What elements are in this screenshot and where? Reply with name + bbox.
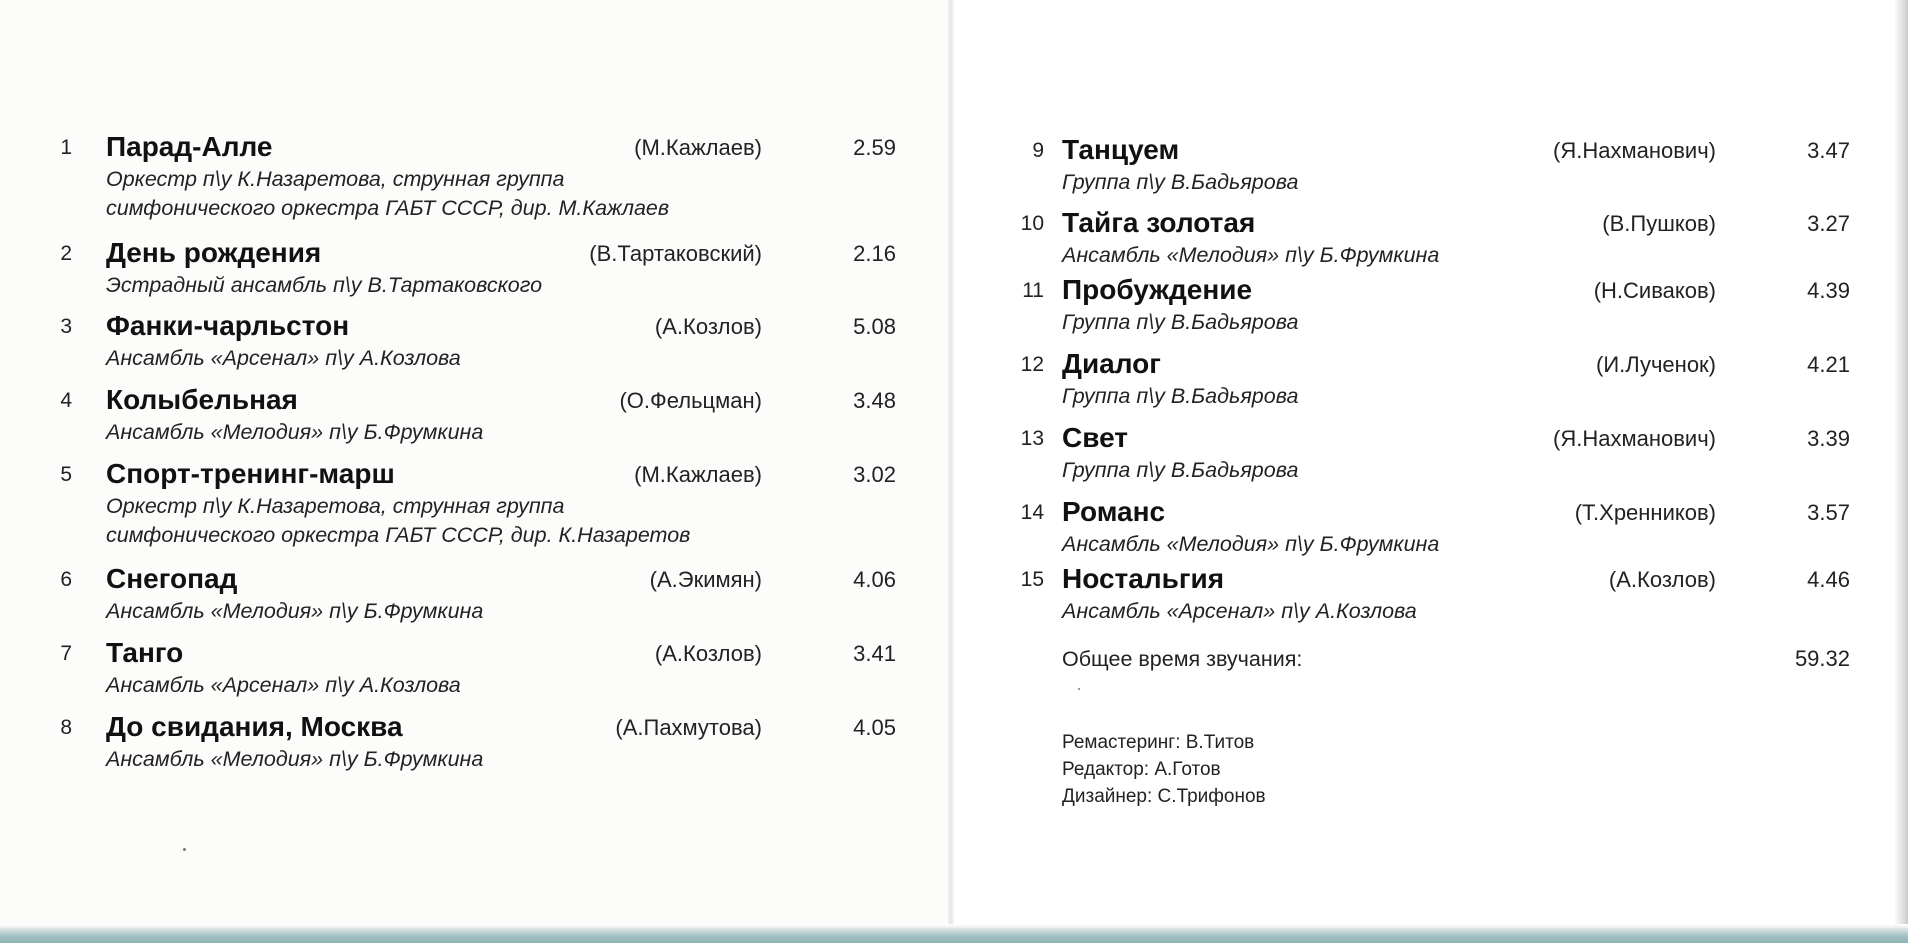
track-title: Диалог [1062, 348, 1161, 379]
track-number: 1 [60, 136, 72, 159]
track-number: 12 [1020, 353, 1044, 376]
performer-line: Группа п\у В.Бадьярова [1062, 170, 1299, 194]
track-duration: 5.08 [853, 314, 896, 339]
performer-line: Ансамбль «Мелодия» п\у Б.Фрумкина [106, 420, 484, 444]
track-title: Спорт-тренинг-марш [106, 458, 395, 489]
performer-line: Ансамбль «Арсенал» п\у А.Козлова [106, 673, 461, 697]
performer-line: Эстрадный ансамбль п\у В.Тартаковского [106, 273, 543, 297]
dust-speck [183, 848, 186, 851]
track-composer: (Т.Хренников) [1574, 500, 1716, 525]
performer-line: Ансамбль «Мелодия» п\у Б.Фрумкина [1062, 532, 1440, 556]
track-title: Снегопад [106, 563, 238, 594]
track-row [0, 274, 1908, 337]
performer-line: Ансамбль «Мелодия» п\у Б.Фрумкина [106, 599, 484, 623]
track-performer [106, 745, 483, 774]
track-title: Свет [1062, 422, 1128, 453]
track-number: 8 [60, 716, 72, 739]
track-title: Тайга золотая [1062, 207, 1256, 238]
scanner-bed-strip [0, 928, 1908, 943]
track-performer [1062, 597, 1417, 626]
track-composer: (В.Тартаковский) [589, 241, 762, 266]
track-number: 5 [60, 463, 72, 486]
track-title: Пробуждение [1062, 274, 1253, 305]
performer-line: Ансамбль «Мелодия» п\у Б.Фрумкина [1062, 243, 1440, 267]
track-duration: 4.06 [853, 567, 896, 592]
track-composer: (Н.Сиваков) [1593, 278, 1716, 303]
track-composer: (Я.Нахманович) [1553, 138, 1716, 163]
track-duration: 3.27 [1807, 211, 1850, 236]
track-performer [106, 671, 461, 700]
track-duration: 2.16 [853, 241, 896, 266]
performer-line: Оркестр п\у К.Назаретова, струнная группа [106, 167, 565, 191]
performer-line: Группа п\у В.Бадьярова [1062, 458, 1299, 482]
track-composer: (А.Экимян) [649, 567, 762, 592]
performer-line: Ансамбль «Арсенал» п\у А.Козлова [1062, 599, 1417, 623]
track-performer [1062, 168, 1298, 197]
track-duration: 2.59 [853, 135, 896, 160]
track-title: Колыбельная [106, 384, 298, 415]
track-composer: (М.Кажлаев) [634, 135, 762, 160]
track-duration: 4.39 [1807, 278, 1850, 303]
track-performer [1062, 241, 1439, 270]
track-composer: (М.Кажлаев) [634, 462, 762, 487]
performer-line: симфонического оркестра ГАБТ СССР, дир. М.Кажлаев [106, 196, 670, 220]
credit-designer: Дизайнер: С.Трифонов [1062, 786, 1266, 807]
track-composer: (Я.Нахманович) [1553, 426, 1716, 451]
credits-block [1062, 729, 1266, 810]
track-duration: 4.05 [853, 715, 896, 740]
track-number: 10 [1020, 212, 1044, 235]
track-number: 15 [1020, 568, 1044, 591]
track-row [0, 637, 1908, 700]
track-row [0, 711, 1908, 774]
performer-line: Группа п\у В.Бадьярова [1062, 310, 1299, 334]
track-composer: (А.Козлов) [1608, 567, 1716, 592]
track-title: Романс [1062, 496, 1166, 527]
track-row [0, 348, 1908, 411]
track-number: 2 [60, 242, 72, 265]
track-number: 9 [1032, 139, 1044, 162]
track-performer [1062, 308, 1298, 337]
performer-line: симфонического оркестра ГАБТ СССР, дир. К.Назаретов [106, 523, 691, 547]
track-number: 11 [1022, 279, 1044, 302]
track-duration: 3.57 [1807, 500, 1850, 525]
track-title: День рождения [106, 237, 322, 268]
track-composer: (А.Пахмутова) [615, 715, 762, 740]
track-title: Фанки-чарльстон [106, 310, 350, 341]
track-number: 13 [1020, 427, 1044, 450]
track-composer: (В.Пушков) [1602, 211, 1716, 236]
total-time-label: Общее время звучания: [1062, 647, 1303, 671]
track-performer [1062, 382, 1298, 411]
track-row [0, 422, 1908, 485]
total-time-value: 59.32 [1794, 646, 1850, 671]
track-number: 14 [1020, 501, 1044, 524]
performer-line: Ансамбль «Мелодия» п\у Б.Фрумкина [106, 747, 484, 771]
track-duration: 3.02 [853, 462, 896, 487]
track-duration: 3.39 [1807, 426, 1850, 451]
performer-line: Оркестр п\у К.Назаретова, струнная группа [106, 494, 565, 518]
track-performer [1062, 530, 1439, 559]
track-duration: 3.47 [1807, 138, 1850, 163]
credit-editor: Редактор: А.Готов [1062, 759, 1221, 780]
track-composer: (А.Козлов) [654, 641, 762, 666]
track-composer: (И.Лученок) [1596, 352, 1716, 377]
credit-remastering: Ремастеринг: В.Титов [1062, 732, 1255, 753]
performer-line: Ансамбль «Арсенал» п\у А.Козлова [106, 346, 461, 370]
track-row [0, 134, 1908, 197]
track-number: 4 [60, 389, 72, 412]
track-duration: 4.46 [1807, 567, 1850, 592]
track-duration: 3.41 [853, 641, 896, 666]
track-duration: 4.21 [1807, 352, 1850, 377]
track-number: 3 [60, 315, 72, 338]
track-number: 6 [60, 568, 72, 591]
track-performer [1062, 456, 1298, 485]
track-row [0, 563, 1908, 626]
track-duration: 3.48 [853, 388, 896, 413]
track-title: Танцуем [1062, 134, 1180, 165]
track-number: 7 [60, 642, 72, 665]
track-composer: (О.Фельцман) [619, 388, 762, 413]
track-title: Ностальгия [1062, 563, 1225, 594]
track-row [0, 496, 1908, 559]
track-title: До свидания, Москва [106, 711, 403, 742]
track-title: Танго [106, 637, 184, 668]
track-composer: (А.Козлов) [654, 314, 762, 339]
performer-line: Группа п\у В.Бадьярова [1062, 384, 1299, 408]
track-title: Парад-Алле [106, 131, 273, 162]
